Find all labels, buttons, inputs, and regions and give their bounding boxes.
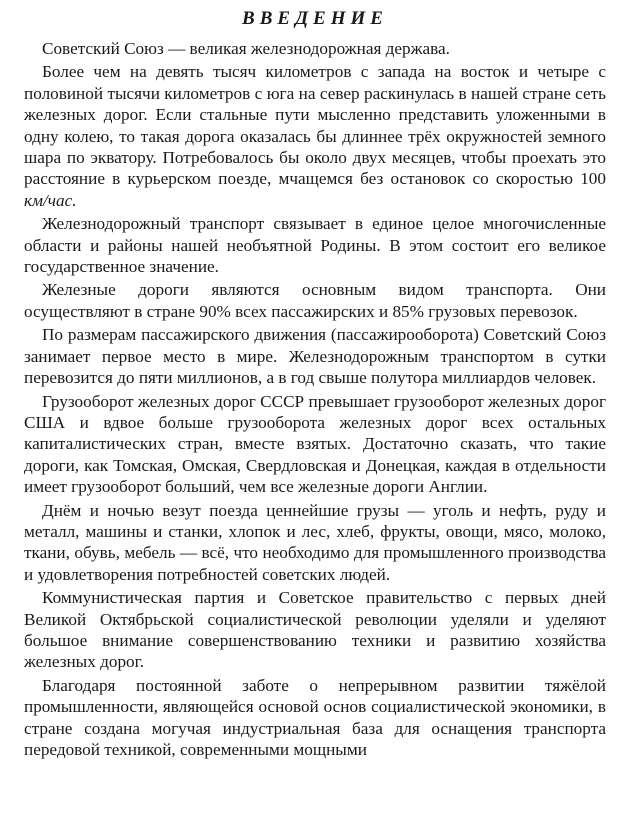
paragraph-2	[24, 61, 606, 211]
paragraph-5: По размерам пассажирского движения (пассажирооборота) Советский Союз занимает первое место в мире. Железнодорожным транспортом в сутки перевозится до пяти миллионов, а в год свыше полутора миллиардов человек.	[24, 325, 606, 388]
paragraph-6: Грузооборот железных дорог СССР превышает грузооборот железных дорог США и вдвое больше грузооборота железных дорог всех остальных капиталистических стран, вместе взятых. Достаточно сказать, что такие дороги, как Томская, Омская, Свердловская и Донецкая, каждая в отдельности имеет грузооборот больший, чем все железные дороги Англии.	[24, 391, 606, 497]
paragraph-3: Железнодорожный транспорт связывает в единое целое многочисленные области и районы нашей необъятной Родины. В этом состоит его великое государственное значение.	[24, 214, 606, 277]
paragraph-7: Днём и ночью везут поезда ценнейшие грузы — уголь и нефть, руду и металл, машины и станки, хлопок и лес, хлеб, фрукты, овощи, мясо, молоко, ткани, обувь, мебель — всё, что необходимо для промышленного производства и удовлетворения потребностей советских людей.	[24, 500, 606, 584]
paragraph-4: Железные дороги являются основным видом транспорта. Они осуществляют в стране 90% всех пассажирских и 85% грузовых перевозок.	[24, 280, 606, 321]
speed-unit: км/час.	[24, 190, 77, 210]
paragraph-8: Коммунистическая партия и Советское правительство с первых дней Великой Октябрьской социалистической революции уделяли и уделяют большое внимание совершенствованию техники и развитию хозяйства железных дорог.	[24, 588, 606, 672]
paragraph-1: Советский Союз — великая железнодорожная держава.	[42, 39, 450, 58]
chapter-heading: ВВЕДЕНИЕ	[242, 8, 388, 29]
paragraph-2-text: Более чем на девять тысяч километров с запада на восток и четыре с половиной тысячи километров с юга на север раскинулась в нашей стране сеть железных дорог. Если стальные пути мысленно представить уложенными в одну колею, то такая дорога оказалась бы длиннее трёх окружностей земного шара по экватору. Потребовалось бы около двух месяцев, чтобы проехать это расстояние в курьерском поезде, мчащемся без остановок со скоростью 100	[24, 62, 606, 189]
paragraph-9: Благодаря постоянной заботе о непрерывном развитии тяжёлой промышленности, являющейся основой основ социалистической экономики, в стране создана могучая индустриальная база для оснащения транспорта передовой техникой, современными мощными	[24, 675, 606, 759]
